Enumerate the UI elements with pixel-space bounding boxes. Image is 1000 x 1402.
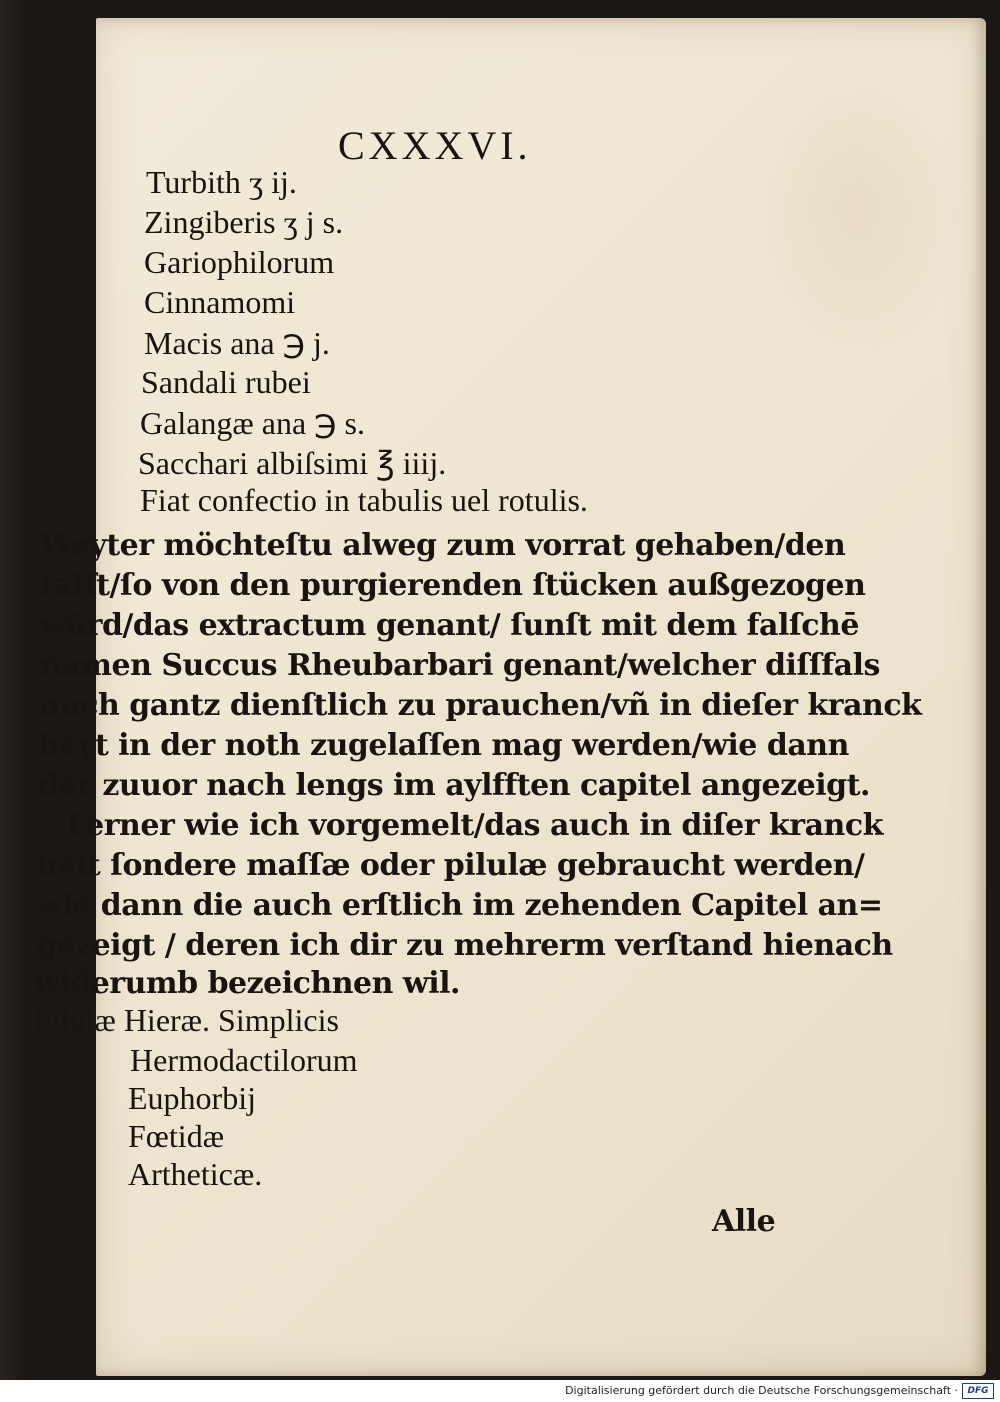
paragraph-line: wie dann die auch erſtlich im zehenden Capitel an=: [36, 888, 883, 923]
paragraph-line: der zuuor nach lengs im aylfften capitel angezeigt.: [38, 768, 870, 803]
folio-number: CXXXVI.: [338, 123, 532, 168]
catchword: Alle: [712, 1204, 776, 1239]
paragraph-line: namen Succus Rheubarbari genant/welcher diſſfals: [40, 648, 880, 683]
footer-credit: Digitalisierung gefördert durch die Deutsche Forschungsgemeinschaft ·: [565, 1384, 958, 1397]
recipe-heading: Pilulæ Hieræ. Simplicis: [34, 1002, 339, 1038]
recipe-line: Cinnamomi: [144, 284, 296, 320]
recipe-line: Galangæ ana ℈ s.: [140, 405, 365, 441]
paragraph-line: heyt in der noth zugelaſſen mag werden/wie dann: [38, 728, 849, 763]
paragraph-line: ſafft/ſo von den purgierenden ſtücken außgezogen: [40, 568, 866, 603]
paragraph-line: würd/das extractum genant/ ſunſt mit dem falſchē: [40, 608, 859, 643]
dfg-logo: DFG: [962, 1383, 994, 1399]
paragraph-line: gezeigt / deren ich dir zu mehrerm verſtand hienach: [36, 928, 893, 963]
recipe-line: Sacchari albiſsimi ℥ iiij.: [138, 445, 447, 481]
recipe-line: Turbith ʒ ij.: [146, 164, 297, 200]
recipe-instruction: Fiat confectio in tabulis uel rotulis.: [140, 482, 588, 518]
paragraph-line: auch gantz dienſtlich zu prauchen/vñ in dieſer kranck: [40, 688, 922, 723]
recipe-line: Macis ana ℈ j.: [144, 325, 330, 361]
digitization-footer: [0, 1380, 1000, 1402]
paragraph-line: widerumb bezeichnen wil.: [34, 966, 460, 1001]
paper-stain: [746, 58, 966, 358]
recipe-line: Fœtidæ: [128, 1118, 225, 1154]
paragraph-line: heit ſondere maſſæ oder pilulæ gebraucht werden/: [36, 848, 865, 883]
paragraph-line: Ferner wie ich vorgemelt/das auch in diſer kranck: [66, 808, 883, 843]
scan-left-edge: [0, 0, 30, 1380]
recipe-line: Hermodactilorum: [130, 1042, 358, 1078]
paragraph-line: Weyter möchteſtu alweg zum vorrat gehaben/den: [40, 528, 846, 563]
recipe-line: Zingiberis ʒ j s.: [144, 204, 344, 240]
recipe-line: Sandali rubei: [141, 364, 311, 400]
recipe-line: Gariophilorum: [144, 244, 335, 280]
recipe-line: Euphorbij: [128, 1080, 256, 1116]
recipe-line: Artheticæ.: [128, 1156, 263, 1192]
